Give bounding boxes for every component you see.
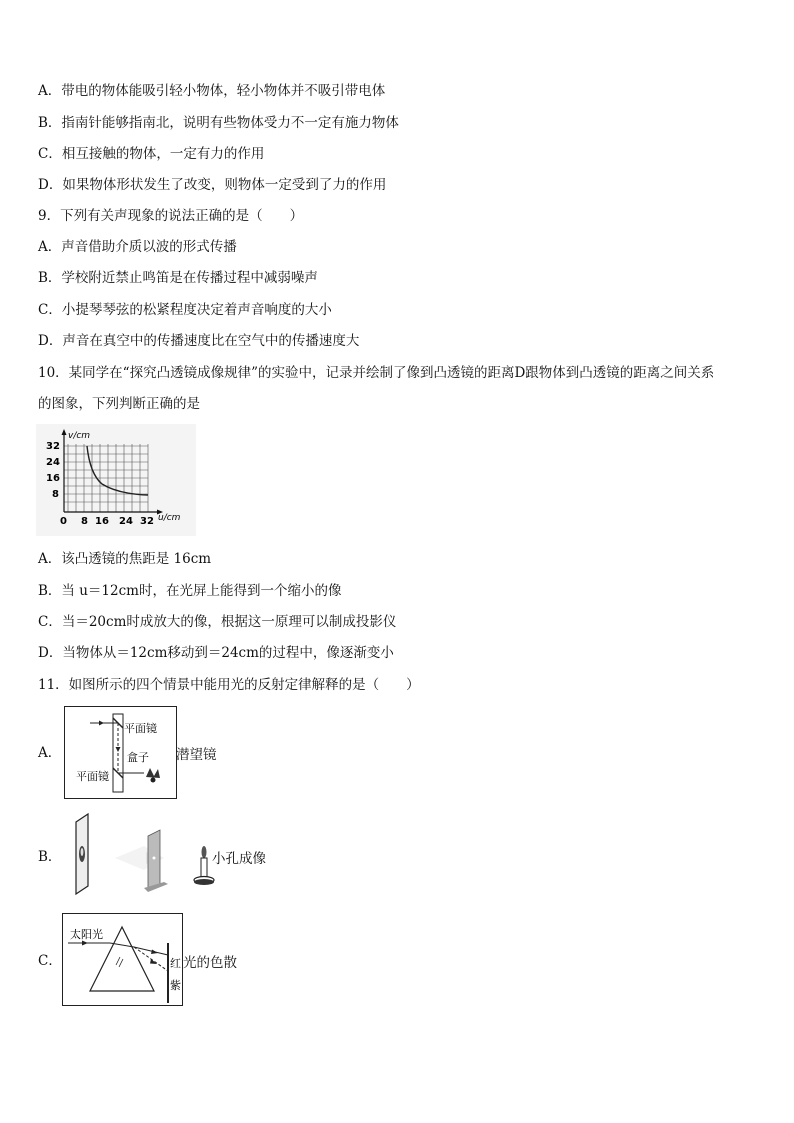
red-label: 红 <box>170 957 181 970</box>
q10-option-a: A．该凸透镜的焦距是 16cm <box>38 551 212 567</box>
q11-option-c-caption: 光的色散 <box>183 955 237 971</box>
graph-x-tick: 32 <box>140 516 154 527</box>
q8-option-c: C．相互接触的物体，一定有力的作用 <box>38 146 265 162</box>
q11-option-c-label: C． <box>38 953 62 969</box>
graph-x-tick: 16 <box>95 516 109 527</box>
q9-option-a: A．声音借助介质以波的形式传播 <box>38 239 237 255</box>
q8-option-b: B．指南针能够指南北，说明有些物体受力不一定有施力物体 <box>38 115 399 131</box>
v-u-graph <box>36 424 196 536</box>
graph-y-tick: 24 <box>46 457 60 468</box>
candle-icon <box>194 846 214 885</box>
purple-label: 紫 <box>170 979 181 992</box>
graph-x-label: u/cm <box>158 513 181 523</box>
q9-option-b: B．学校附近禁止鸣笛是在传播过程中减弱噪声 <box>38 270 318 286</box>
q11-option-b-label: B． <box>38 849 62 865</box>
graph-x-tick: 8 <box>81 516 88 527</box>
graph-grid <box>64 444 148 512</box>
periscope-box-label: 盒子 <box>127 751 149 764</box>
q11-option-a-label: A． <box>38 745 62 761</box>
periscope-mirror-top-label: 平面镜 <box>124 722 157 735</box>
q9-stem: 9．下列有关声现象的说法正确的是（ ） <box>38 208 304 224</box>
graph-y-label: v/cm <box>68 431 91 441</box>
graph-y-tick: 32 <box>46 441 60 452</box>
q11-option-b-caption: 小孔成像 <box>212 851 266 867</box>
q8-option-a: A．带电的物体能吸引轻小物体，轻小物体并不吸引带电体 <box>38 83 386 99</box>
graph-y-tick: 8 <box>52 489 59 500</box>
q10-stem-line2: 的图象，下列判断正确的是 <box>38 396 200 412</box>
q11-option-a-caption: 潜望镜 <box>176 747 217 763</box>
periscope-mirror-bottom-label: 平面镜 <box>76 770 109 783</box>
prism-figure <box>62 913 184 1007</box>
q10-option-d: D．当物体从＝12cm移动到＝24cm的过程中，像逐渐变小 <box>38 645 394 661</box>
q9-option-c: C．小提琴琴弦的松紧程度决定着声音响度的大小 <box>38 302 332 318</box>
q10-option-b: B．当 u＝12cm时，在光屏上能得到一个缩小的像 <box>38 583 342 599</box>
sunlight-label: 太阳光 <box>70 928 103 941</box>
q10-stem-line1: 10．某同学在“探究凸透镜成像规律”的实验中，记录并绘制了像到凸透镜的距离D跟物体到凸透镜的距离之间关系 <box>38 365 715 381</box>
periscope-figure <box>64 706 178 800</box>
q10-option-c: C．当＝20cm时成放大的像，根据这一原理可以制成投影仪 <box>38 614 397 630</box>
q9-option-d: D．声音在真空中的传播速度比在空气中的传播速度大 <box>38 333 360 349</box>
q11-stem: 11．如图所示的四个情景中能用光的反射定律解释的是（ ） <box>38 677 420 693</box>
pinhole-figure <box>60 812 220 898</box>
graph-y-tick: 16 <box>46 473 60 484</box>
q8-option-d: D．如果物体形状发生了改变，则物体一定受到了力的作用 <box>38 177 387 193</box>
inverted-flame-icon <box>79 846 85 862</box>
graph-x-tick: 24 <box>119 516 133 527</box>
graph-x-tick: 0 <box>60 516 67 527</box>
